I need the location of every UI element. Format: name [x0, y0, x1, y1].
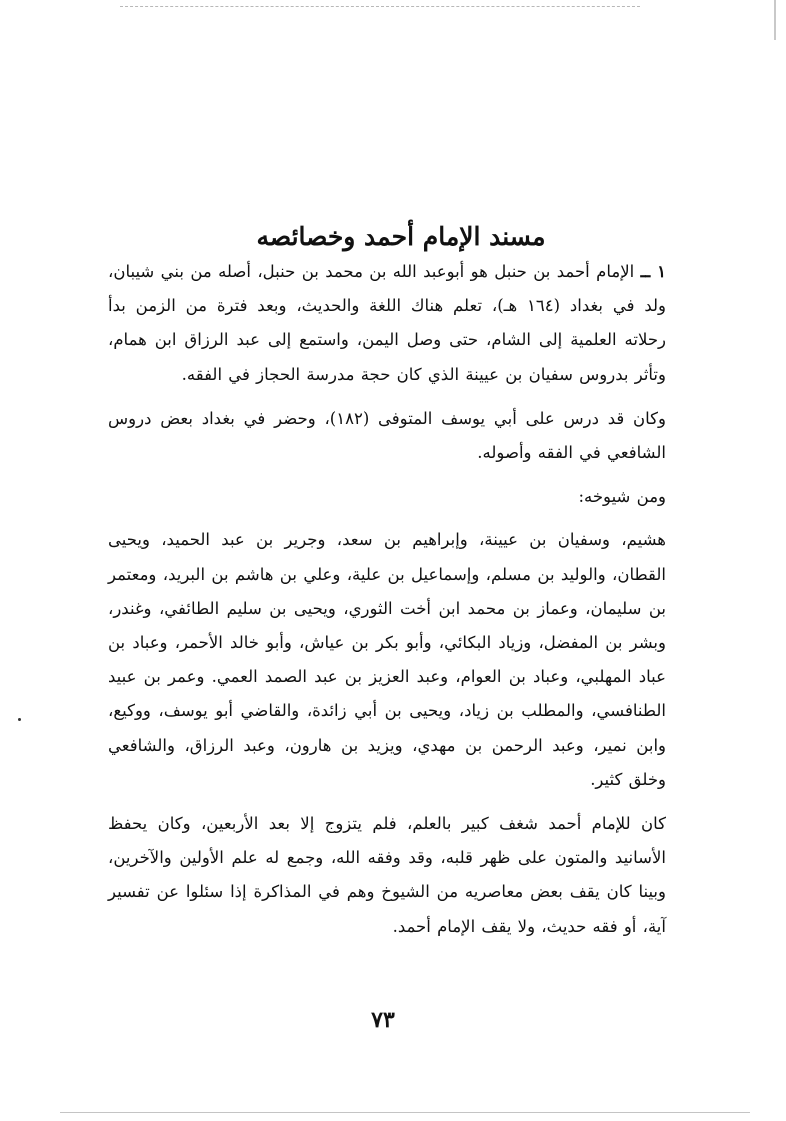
scan-bottom-rule [60, 1112, 750, 1113]
item-number: ١ ــ [640, 262, 666, 281]
paragraph-biography-text: الإمام أحمد بن حنبل هو أبوعبد الله بن محمد بن حنبل، أصله من بني شيبان، ولد في بغداد (١٦٤ هـ)، تعلم هناك اللغة والحديث، وبعد فترة من الزمن بدأ رحلاته العلمية إلى الشام، حتى وصل اليمن، واستمع إلى عبد الرزاق ابن همام، وتأثر بدروس سفيان بن عيينة الذي كان حجة مدرسة الحجاز في الفقه. [108, 262, 666, 384]
body-text [108, 255, 694, 944]
paragraph-teachers-heading: ومن شيوخه: [578, 487, 666, 507]
chapter-title: مسند الإمام أحمد وخصائصه [256, 221, 546, 251]
page-number: ٧٣ [371, 1007, 395, 1033]
paragraph-passion-for-knowledge: كان للإمام أحمد شغف كبير بالعلم، فلم يتزوج إلا بعد الأربعين، وكان يحفظ الأسانيد والمتون على ظهر قلبه، وقد وفقه الله، وجمع له علم الأولين والآخرين، وبينا كان يقف بعض معاصريه من الشيوخ وهم في المذاكرة إذا سئلوا عن تفسير آية، أو فقه حديث، ولا يقف الإمام أحمد. [108, 814, 666, 936]
paragraph-biography [108, 255, 694, 392]
scan-speck [18, 718, 21, 721]
paragraph-teachers-list: هشيم، وسفيان بن عيينة، وإبراهيم بن سعد، وجرير بن عبد الحميد، ويحيى القطان، والوليد بن مسلم، وإسماعيل بن علية، وعلي بن هاشم بن البريد، ومعتمر بن سليمان، وعماز بن محمد ابن أخت الثوري، ويحيى بن سليم الطائفي، وغندر، وبشر بن المفضل، وزياد البكائي، وأبو بكر بن عياش، وأبو خالد الأحمر، وعباد بن عباد المهلبي، وعباد بن العوام، وعبد العزيز بن عبد الصمد العمي. وعمر بن عبيد الطنافسي، والمطلب بن زياد، ويحيى بن أبي زائدة، والقاضي أبو يوسف، ووكيع، وابن نمير، وعبد الرحمن بن مهدي، ويزيد بن هارون، وعبد الرزاق، والشافعي وخلق كثير. [108, 530, 666, 789]
scan-top-rule [120, 6, 640, 7]
scan-edge-mark [774, 0, 776, 40]
paragraph-studies: وكان قد درس على أبي يوسف المتوفى (١٨٢)، وحضر في بغداد بعض دروس الشافعي في الفقه وأصوله. [108, 408, 667, 463]
